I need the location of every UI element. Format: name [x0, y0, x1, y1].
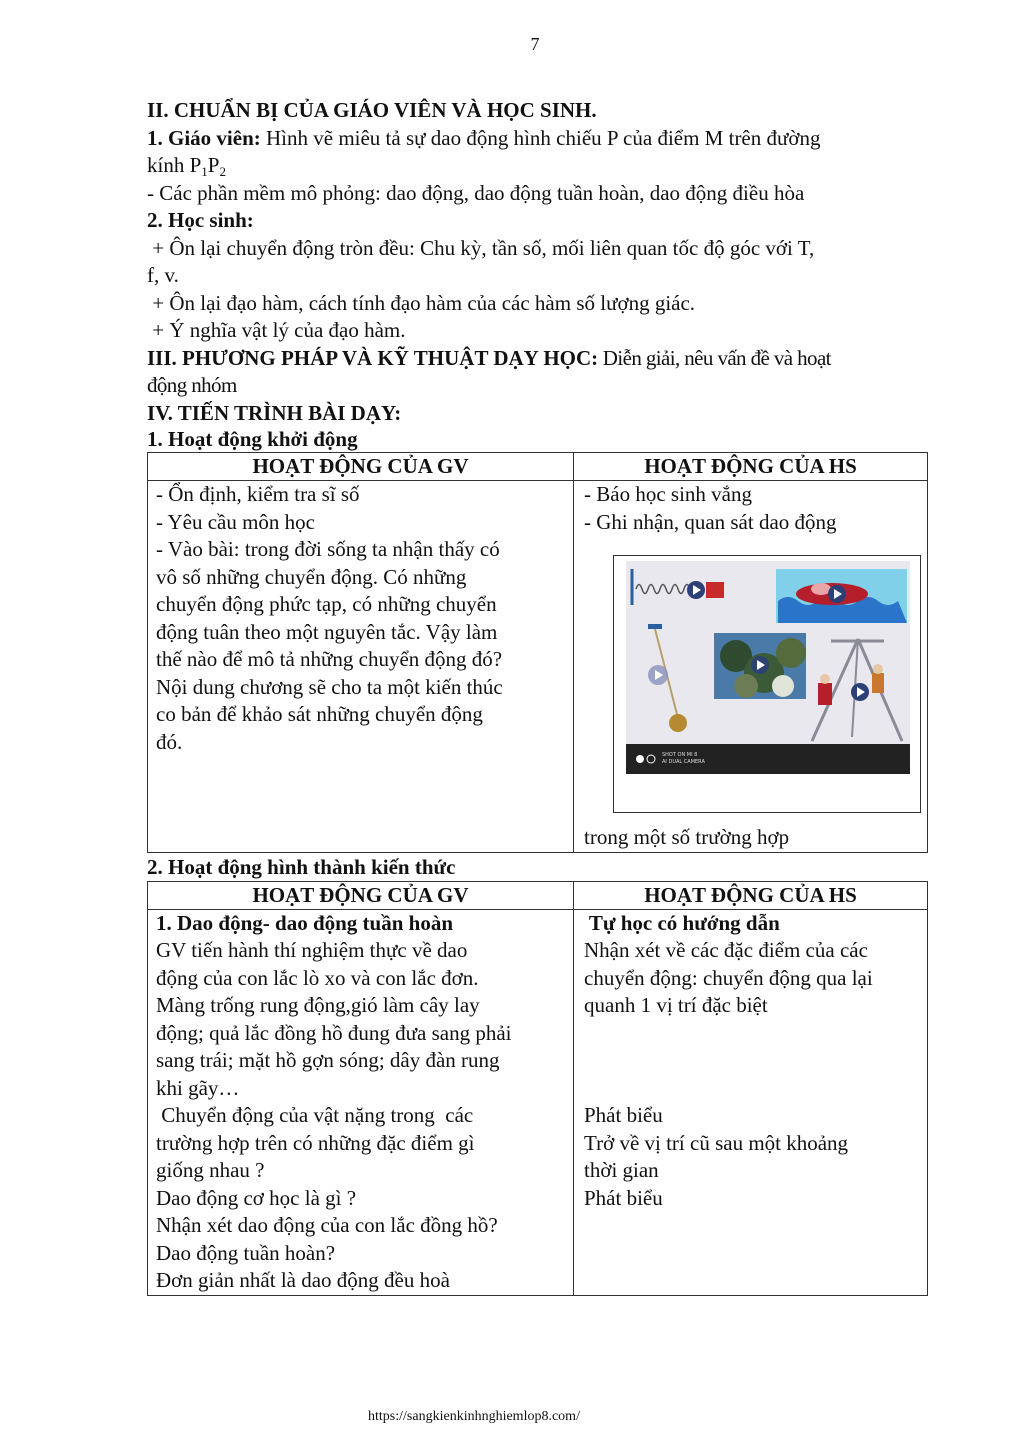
gv-line: giống nhau ?: [156, 1158, 265, 1182]
activity1-header-gv: HOẠT ĐỘNG CỦA GV: [148, 453, 574, 481]
hs-line-blank: [584, 1075, 927, 1103]
teacher-label: 1. Giáo viên:: [147, 125, 261, 150]
section-iii: [147, 345, 927, 373]
activity2-header-gv: HOẠT ĐỘNG CỦA GV: [148, 881, 574, 909]
oscillation-photo: [626, 561, 910, 774]
section-iii-text: Diễn giải, nêu vấn đề và hoạt: [598, 345, 831, 370]
hs-caption: trong một số trường hợp: [584, 825, 790, 849]
teacher-prep-line-2: [147, 152, 927, 180]
gv-line: động tuân theo một nguyên tắc. Vậy làm: [156, 619, 498, 644]
student-line: f, v.: [147, 263, 179, 287]
activity1-gv-cell: [148, 481, 574, 853]
gv-title: 1. Dao động- dao động tuần hoàn: [156, 910, 454, 935]
hs-line: Nhận xét về các đặc điểm của các: [584, 938, 868, 962]
teacher-prep-line: [147, 125, 927, 153]
hs-line-blank: [584, 1020, 927, 1048]
gv-line: động của con lắc lò xo và con lắc đơn.: [156, 965, 479, 990]
subscript-1: 1: [201, 164, 208, 179]
activity1-table: [147, 452, 928, 853]
gv-line: Nội dung chương sẽ cho ta một kiến thúc: [156, 674, 503, 699]
oscillation-collage-image: [626, 561, 910, 774]
oscillation-photo-frame: [613, 555, 921, 813]
gv-line: - Vào bài: trong đời sống ta nhận thấy có: [156, 537, 500, 561]
activity1-hs-cell: [574, 481, 928, 853]
gv-line: Màng trống rung động,gió làm cây lay: [156, 993, 480, 1017]
student-line: + Ôn lại đạo hàm, cách tính đạo hàm của các hàm số lượng giác.: [147, 290, 696, 315]
hs-line: Trở về vị trí cũ sau một khoảng: [584, 1130, 849, 1155]
hs-line: - Ghi nhận, quan sát dao động: [584, 509, 837, 534]
document-body: [147, 97, 927, 1296]
activity1-header-hs: HOẠT ĐỘNG CỦA HS: [574, 453, 928, 481]
activity2-header-hs: HOẠT ĐỘNG CỦA HS: [574, 881, 928, 909]
gv-line: Nhận xét dao động của con lắc đồng hồ?: [156, 1213, 498, 1237]
gv-line: thế nào để mô tả những chuyển động đó?: [156, 647, 503, 671]
student-label: 2. Học sinh:: [147, 208, 254, 232]
activity1-title: 1. Hoạt động khởi động: [147, 427, 358, 451]
teacher-text: Hình vẽ miêu tả sự dao động hình chiếu P của điểm M trên đường: [260, 125, 821, 150]
hs-line: quanh 1 vị trí đặc biệt: [584, 993, 768, 1017]
footer-url[interactable]: https://sangkienkinhnghiemlop8.com/: [368, 1409, 580, 1424]
section-iv-heading: IV. TIẾN TRÌNH BÀI DẠY:: [147, 400, 402, 425]
gv-line: GV tiến hành thí nghiệm thực về dao: [156, 938, 468, 962]
photo-watermark-2: AI DUAL CAMERA: [662, 759, 705, 765]
subscript-2: 2: [219, 164, 226, 179]
gv-line: Dao động cơ học là gì ?: [156, 1185, 357, 1210]
hs-line: Phát biểu: [584, 1103, 663, 1127]
activity2-title: 2. Hoạt động hình thành kiến thức: [147, 854, 456, 879]
water-wave-video-thumbnail: [776, 569, 907, 623]
gv-line: đó.: [156, 729, 183, 754]
gv-line: động; quả lắc đồng hồ đung đưa sang phải: [156, 1020, 512, 1045]
section-iii-label: III. PHƯƠNG PHÁP VÀ KỸ THUẬT DẠY HỌC:: [147, 345, 599, 370]
hs-line-blank: [584, 1047, 927, 1075]
gv-line: trường hợp trên có những đặc điểm gì: [156, 1130, 475, 1155]
page-number: 7: [530, 34, 540, 54]
tree-video-thumbnail: [714, 633, 806, 699]
gv-line: vô số những chuyển động. Có những: [156, 564, 467, 589]
student-line: + Ôn lại chuyển động tròn đều: Chu kỳ, tần số, mối liên quan tốc độ góc với T,: [147, 235, 815, 260]
teacher-software: - Các phần mềm mô phỏng: dao động, dao động tuần hoàn, dao động điều hòa: [147, 180, 805, 205]
gv-line: - Yêu cầu môn học: [156, 509, 315, 534]
hs-title: Tự học có hướng dẫn: [584, 910, 780, 935]
activity2-gv-cell: [148, 909, 574, 1295]
gv-line: Dao động tuần hoàn?: [156, 1240, 336, 1265]
hs-line: thời gian: [584, 1158, 659, 1182]
section-iii-text-2: động nhóm: [147, 373, 237, 397]
gv-line: co bản để khảo sát những chuyển động: [156, 702, 483, 726]
gv-line: Đơn giản nhất là dao động đều hoà: [156, 1268, 450, 1292]
teacher-p2: P: [207, 153, 220, 177]
gv-line: - Ổn định, kiểm tra sĩ số: [156, 482, 360, 506]
hs-line: chuyển động: chuyển động qua lại: [584, 965, 873, 990]
photo-watermark-1: SHOT ON MI 8: [662, 752, 698, 758]
section-ii-heading: II. CHUẨN BỊ CỦA GIÁO VIÊN VÀ HỌC SINH.: [147, 98, 597, 122]
hs-line: - Báo học sinh vắng: [584, 482, 752, 506]
student-line: + Ý nghĩa vật lý của đạo hàm.: [147, 318, 406, 342]
teacher-text-b: kính P: [147, 153, 202, 177]
gv-line: chuyển động phức tạp, có những chuyển: [156, 592, 497, 616]
activity2-table: [147, 881, 928, 1296]
gv-line: Chuyển động của vật nặng trong các: [156, 1103, 474, 1127]
activity2-hs-cell: [574, 909, 928, 1295]
hs-line: Phát biểu: [584, 1185, 663, 1210]
gv-line: sang trái; mặt hồ gợn sóng; dây đàn rung: [156, 1048, 500, 1072]
gv-line: khi gãy…: [156, 1075, 240, 1100]
